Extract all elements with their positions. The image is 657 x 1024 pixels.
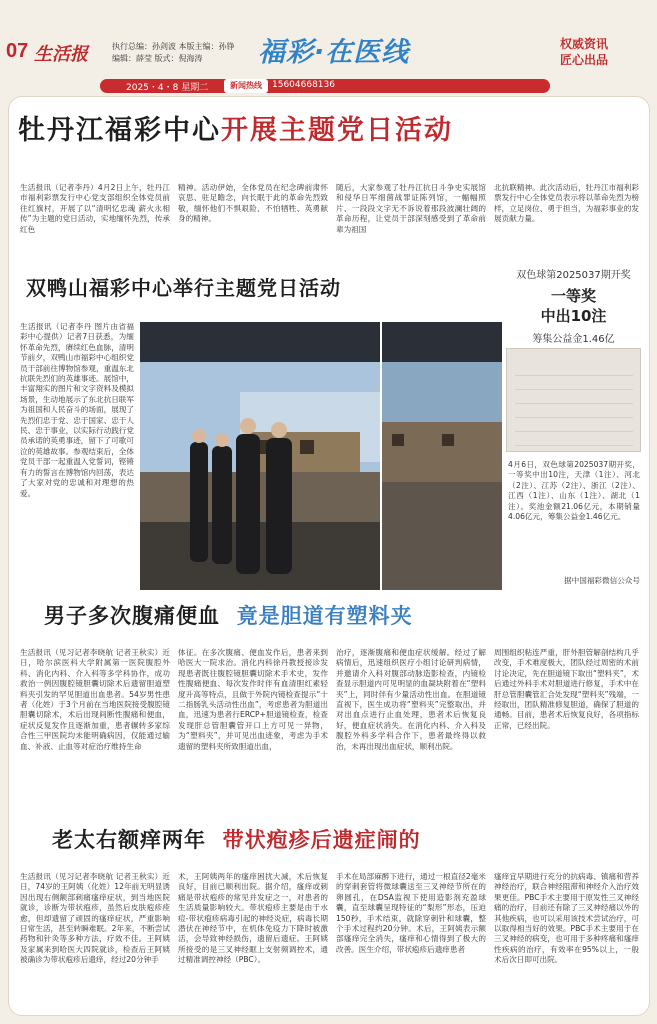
exhibition-diorama: [382, 322, 502, 590]
hotline-number: 15604668136: [272, 80, 335, 90]
museum-photo: [140, 322, 380, 590]
article-3-column-2: 体征。在多次腹痛、便血发作后，患者来到哈医大一院求治。消化内科徐丹教授接诊发现患者既往腹腔镜胆囊切除术手术史，发作性腹痛便血、每次发作时伴有血清胆红素轻度升高等特点，且做于外院内镜检查提示“十二指肠乳头活动性出血”，考虑患者为胆道出血，迅速为患者行ERCP+胆道镜检查，检查发现肝总管胆囊管开口上方可见一异物，为“塑料夹”，并可见出血迹象，考虑为手术遗留的塑料夹所致胆道出血，: [178, 648, 328, 751]
article-3-column-4: 周围组织粘连严重，肝外胆管解剖结构几乎改变，手术难度极大，团队经过周密的术前讨论决定，先在胆道镜下取出“塑料夹”，术后通过外科手术对胆道进行修复，手术中在肝总管胆囊管汇合处发现“塑料夹”残端，一经取出，团队精准修复胆道，确保了胆道的通畅。目前，患者术后恢复良好，各项指标正常，已经出院。: [494, 648, 639, 730]
section-title: 福彩·在医线: [258, 37, 410, 68]
lottery-pool: 筹集公益金1.46亿: [532, 334, 615, 345]
article-4-column-3: 手术在局部麻醉下进行，通过一根直径2毫米的穿刺套管将微球囊送至三叉神经节所在的卵圆孔，在DSA监视下使用造影剂充盈球囊，直至球囊呈现特征的“梨形”形态，压迫150秒，手术结束，就除穿刺针和球囊，整个手术过程约20分钟。术后，王阿姨表示额部瘙痒完全消失，瘙痒和心情得到了极大的改善。医生介绍，带状疱疹后遗痒患者: [336, 872, 486, 954]
article-2-body: 生活报讯（记者李丹 图片由省福彩中心提供）记者7日获悉，为缅怀革命先烈，赓续红色血脉，清明节前夕，双鸭山市福彩中心组织党员干部前往博物馆参观，重温东北抗联先烈们的英雄事迹。展馆中，丰富翔实的图片和文字资料及模拟场景，生动地展示了东北抗日联军为祖国和人民奋斗的场面，展现了先烈们忠于党、忠于国家、忠于人民、忠于事业，以实际行动践行党员承诺的英勇事迹，留下了可歌可泣的英雄故事。参观结束后，全体党员干部一起重温入党誓词，铿锵有力的誓言在博物馆内回荡，表达了大家对党的忠诚和对理想的热爱。: [20, 322, 134, 498]
editors-line-2: 编辑：薛莹 版式：倪海涛: [112, 54, 203, 63]
lottery-source: 据中国福彩微信公众号: [564, 576, 640, 585]
lottery-title: 双色球第2025037期开奖: [516, 270, 631, 281]
article-1-column-1: 生活报讯（记者李丹）4月2日上午，牡丹江市福利彩票发行中心党支部组织全体党员前往红旗村，开展了以“清明忆忠魂 薪火永相传”为主题的党日活动，实地缅怀先烈，传承红色: [20, 183, 170, 234]
lottery-prize-line-1: 一等奖: [550, 287, 596, 305]
page-number: 07: [6, 40, 29, 62]
article-1-headline: [18, 108, 453, 147]
article-3-column-3: 治疗，逐渐腹痛和便血症状缓解。经过了解病情后，迅速组织医疗小组讨论研判病情，并邀请介入科对腹部动脉造影检查，内镜检查显示胆道内可见明显的血凝块附着在“塑料夹”上，同时伴有少量活动性出血。在胆道镜直视下，医生成功将“塑料夹”完整取出，并对出血点进行止血处理，患者术后恢复良好，便血症状消失。在消化内科、介入科及腹腔外科多学科合作下，患者最终得以救治，未再出现出血症状，顺利出院。: [336, 648, 486, 751]
slogan: [560, 36, 608, 68]
article-4-headline: [52, 824, 421, 854]
masthead: [0, 0, 657, 78]
lottery-text: 4月6日，双色球第2025037期开奖，一等奖中出10注，天津（1注）、河北（2注）、江苏（2注）、浙江（2注）、江西（1注）、山东（1注）、湖北（1注）。奖池金额21.06亿元，本期销量4.06亿元，筹集公益金1.46亿元。: [508, 460, 640, 522]
lottery-prize: [506, 286, 641, 326]
brand-logo: 生活报: [34, 44, 88, 65]
hotline-label: 新闻热线: [224, 79, 268, 93]
issue-date: 2025・4・8 星期二: [126, 83, 209, 93]
editors-credit: [112, 41, 242, 65]
article-4-column-2: 术，王阿姨两年的瘙痒困扰大减，术后恢复良好，目前已顺利出院。据介绍，瘙痒或刺痛是带状疱疹的常见并发症之一，对患者的生活质量影响较大。带状疱疹主要是由于水痘-带状疱疹病毒引起的神经炎症，病毒长期潜伏在神经节中，在机体免疫力下降时被激活，会导致神经损伤，遗留后遗症。王阿姨所接受的是三叉神经眶上支射频调控术，通过精准调控神经（PBC）。: [178, 872, 328, 965]
museum-photo-illustration: [140, 322, 380, 590]
article-3-headline-part-2: 竟是胆道有塑料夹: [236, 604, 413, 628]
lottery-prize-line-2: 中出10注: [540, 307, 607, 325]
slogan-line-2: 匠心出品: [560, 53, 609, 67]
article-3-headline: [44, 600, 413, 630]
article-1-headline-part-1: 牡丹江福彩中心: [18, 115, 221, 146]
lottery-summary: [506, 264, 641, 344]
article-3-headline-part-1: 男子多次腹痛便血: [44, 604, 220, 628]
article-2-headline: 双鸭山福彩中心举行主题党日活动: [26, 276, 341, 300]
article-4-headline-part-1: 老太右额痒两年: [52, 828, 206, 852]
article-4-column-4: 瘙痒宜早期进行充分的抗病毒、镇痛和营养神经治疗，联合神经阻滞和神经介入治疗效果更佳。PBC手术主要用于原发性三叉神经痛的治疗，目前还有除了三叉神经痛以外的其他疾病，也可以采用该技术尝试治疗，可以取得相当好的效果。PBC手术主要用于在三叉神经的病变，也可用于多种疼痛和瘙痒性疾病的治疗，有效率在95%以上，一般术后次日即可出院。: [494, 872, 639, 965]
lottery-results-screenshot: [506, 348, 641, 452]
article-1-headline-part-2: 开展主题党日活动: [221, 115, 453, 146]
article-3-column-1: 生活报讯（见习记者李晓航 记者王秋实）近日，哈尔滨医科大学附属第一医院腹腔外科、消化内科、介入科等多学科协作，成功救治一例因腹腔镜胆囊切除术后遗留胆道塑料夹引发的罕见胆道出血患者。54岁男性患者（化姓）于3个月前在当地医院接受腹腔镜胆囊切除术，术后出现间断性腹痛和便血，症状反复发作且逐渐加重，患者辗转多家综合性三甲医院均未能明确病因，仅能通过输血、补液、止血等对症治疗维持生命: [20, 648, 170, 751]
diorama-illustration: [382, 322, 502, 590]
slogan-line-1: 权威资讯: [560, 37, 609, 51]
article-4-column-1: 生活报讯（见习记者李晓航 记者王秋实）近日，74岁的王阿姨（化姓）12年前无明显诱因出现右侧额部刺痛瘙痒症状，到当地医院就诊，诊断为带状疱疹，虽然后皮肤疱疹痊愈，但却遗留了顽固的瘙痒症状，严重影响日常生活，甚至转瞬难眠。2年来，不断尝试药物和针灸等多种方法，疗效不佳。王阿姨及家属来到哈医大四院就诊，检查后王阿姨被确诊为带状疱疹后遗痒，经过20分钟手: [20, 872, 170, 965]
article-4-headline-part-2: 带状疱疹后遗症闹的: [222, 828, 421, 852]
article-1-column-4: 北抗联精神。此次活动后，牡丹江市福利彩票发行中心全体党员表示将以革命先烈为榜样，立足岗位、勇于担当，为福彩事业的发展贡献力量。: [494, 183, 639, 224]
article-1-column-3: 随后，大家参观了牡丹江抗日斗争史实展馆和侵华日军细菌战罪证陈列馆，一幅幅照片、一段段文字无不诉说着那段波澜壮阔的革命历程，让党员干部深刻感受到了革命前辈为祖国: [336, 183, 486, 234]
editors-line-1: 执行总编：孙剑波 本版主编：孙铮: [112, 42, 235, 51]
article-1-column-2: 精神。活动伊始，全体党员在纪念碑前肃怀哀思、驻足瞻念，向长眠于此的革命先烈致敬，缅怀他们不惧艰险、不怕牺牲、英勇献身的精神。: [178, 183, 328, 224]
